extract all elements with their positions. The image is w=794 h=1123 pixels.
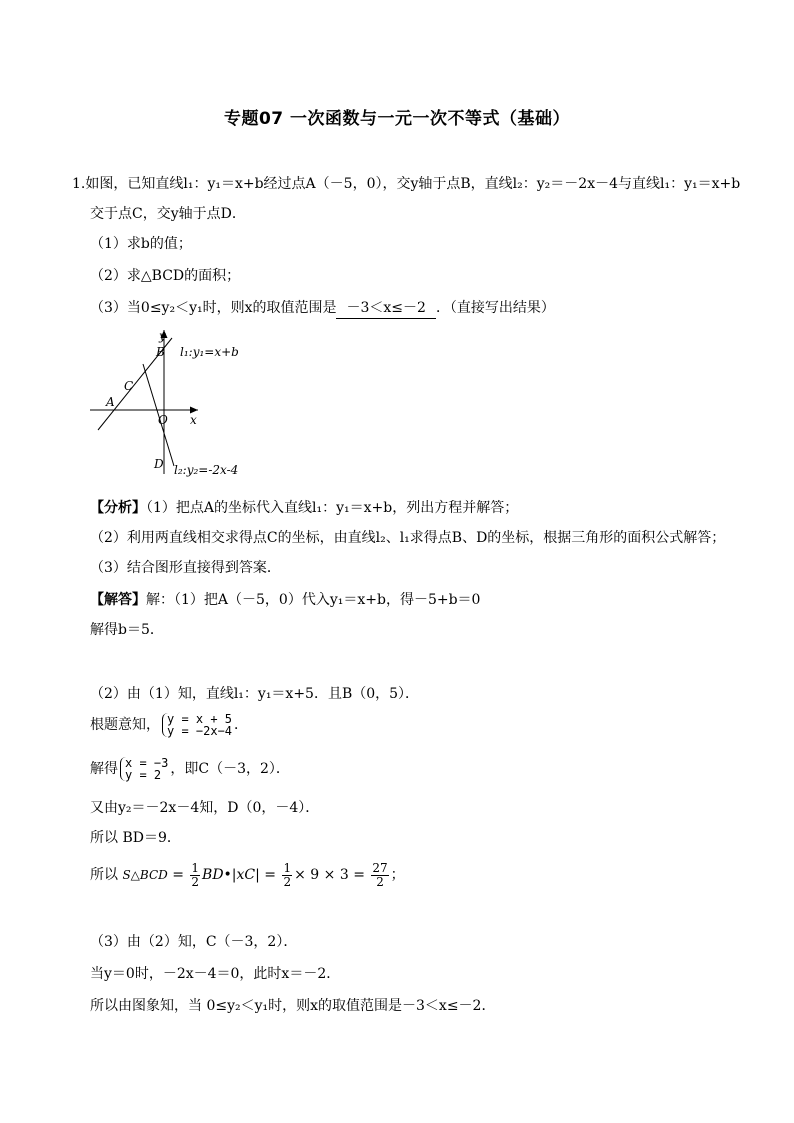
solution-part2-line6 xyxy=(90,858,405,892)
fraction-result: $\frac{27}{2}$ xyxy=(372,860,388,889)
question-3-answer: －3＜x≤－2 xyxy=(336,298,435,319)
label-D: D xyxy=(154,457,164,471)
fraction-half-1: $\frac{1}{2}$ xyxy=(191,860,200,889)
solution-tag: 【解答】 xyxy=(90,592,146,608)
label-y: y xyxy=(159,329,166,343)
question-2: （2）求△BCD的面积； xyxy=(90,268,241,284)
question-3-text: （3）当0≤y₂＜y₁时，则x的取值范围是 xyxy=(90,300,337,316)
solution-part3-line1: （3）由（2）知，C（－3，2）． xyxy=(90,934,298,950)
label-l2: l₂:y₂=-2x-4 xyxy=(174,463,239,477)
system1-eq1: y = x + 5 xyxy=(167,712,233,726)
label-B: B xyxy=(156,345,165,359)
problem-number: 1. xyxy=(72,176,86,192)
analysis-line2: （2）利用两直线相交求得点C的坐标，由直线l₂、l₁求得点B、D的坐标，根据三角形的面积公式解答； xyxy=(90,530,726,546)
area-end: ； xyxy=(390,867,405,883)
question-3 xyxy=(90,298,555,319)
label-x: x xyxy=(190,413,197,427)
solution-part2-line5: 所以 BD＝9． xyxy=(90,830,181,846)
system2-eq1: x = −3 xyxy=(125,756,169,770)
equation-system-1 xyxy=(162,713,232,737)
system1-end: ． xyxy=(234,717,249,733)
solution-part2-line4: 又由y₂＝－2x－4知，D（0，－4）． xyxy=(90,800,320,816)
question-1: （1）求b的值； xyxy=(90,236,192,252)
solution-part2-line2 xyxy=(90,712,248,738)
label-C: C xyxy=(124,379,134,393)
area-symbol: S△BCD xyxy=(122,868,168,882)
page-title: 专题07 一次函数与一元一次不等式（基础） xyxy=(223,109,571,129)
area-formula: BD•|xC| = xyxy=(202,867,277,883)
solution-part3-line2: 当y＝0时，－2x－4＝0，此时x＝－2． xyxy=(90,966,341,982)
problem-stem-line2: 交于点C，交y轴于点D． xyxy=(90,206,246,222)
solution-line1-text: 解：（1）把A（－5，0）代入y₁＝x+b，得－5+b＝0 xyxy=(146,592,481,608)
area-intro: 所以 xyxy=(90,867,118,883)
fraction-half-2: $\frac{1}{2}$ xyxy=(283,860,292,889)
equals-sign: = xyxy=(172,867,184,883)
solution-part3-line3: 所以由图象知，当 0≤y₂＜y₁时，则x的取值范围是－3＜x≤－2． xyxy=(90,998,496,1014)
solve-intro: 解得 xyxy=(90,761,118,777)
coordinate-figure xyxy=(86,326,266,481)
analysis-tag: 【分析】 xyxy=(90,500,146,516)
system-intro: 根题意知， xyxy=(90,717,160,733)
label-l1: l₁:y₁=x+b xyxy=(180,345,239,359)
problem-stem-text: 如图，已知直线l₁：y₁＝x+b经过点A（－5，0），交y轴于点B，直线l₂：y₂＝－2x－4与直线l₁：y₁＝x+b xyxy=(85,176,741,192)
solution-part2-line1: （2）由（1）知，直线l₁：y₁＝x+5．且B（0，5）． xyxy=(90,686,420,702)
solution-part2-line3 xyxy=(90,756,290,782)
area-product: × 9 × 3 = xyxy=(294,867,365,883)
question-3-note: ．（直接写出结果） xyxy=(435,300,555,316)
equation-system-2 xyxy=(120,757,168,781)
solution-line1 xyxy=(90,590,480,610)
analysis-line3: （3）结合图形直接得到答案． xyxy=(90,560,281,576)
system1-eq2: y = −2x−4 xyxy=(167,724,233,738)
analysis-line1-text: （1）把点A的坐标代入直线l₁：y₁＝x+b，列出方程并解答； xyxy=(146,500,519,516)
label-A: A xyxy=(106,395,115,409)
problem-stem-line1 xyxy=(72,174,740,194)
solution-line2: 解得b＝5． xyxy=(90,622,164,638)
analysis-line1 xyxy=(90,498,518,518)
system2-eq2: y = 2 xyxy=(125,768,162,782)
label-O: O xyxy=(158,413,168,427)
point-C-result: ，即C（－3，2）． xyxy=(170,761,290,777)
